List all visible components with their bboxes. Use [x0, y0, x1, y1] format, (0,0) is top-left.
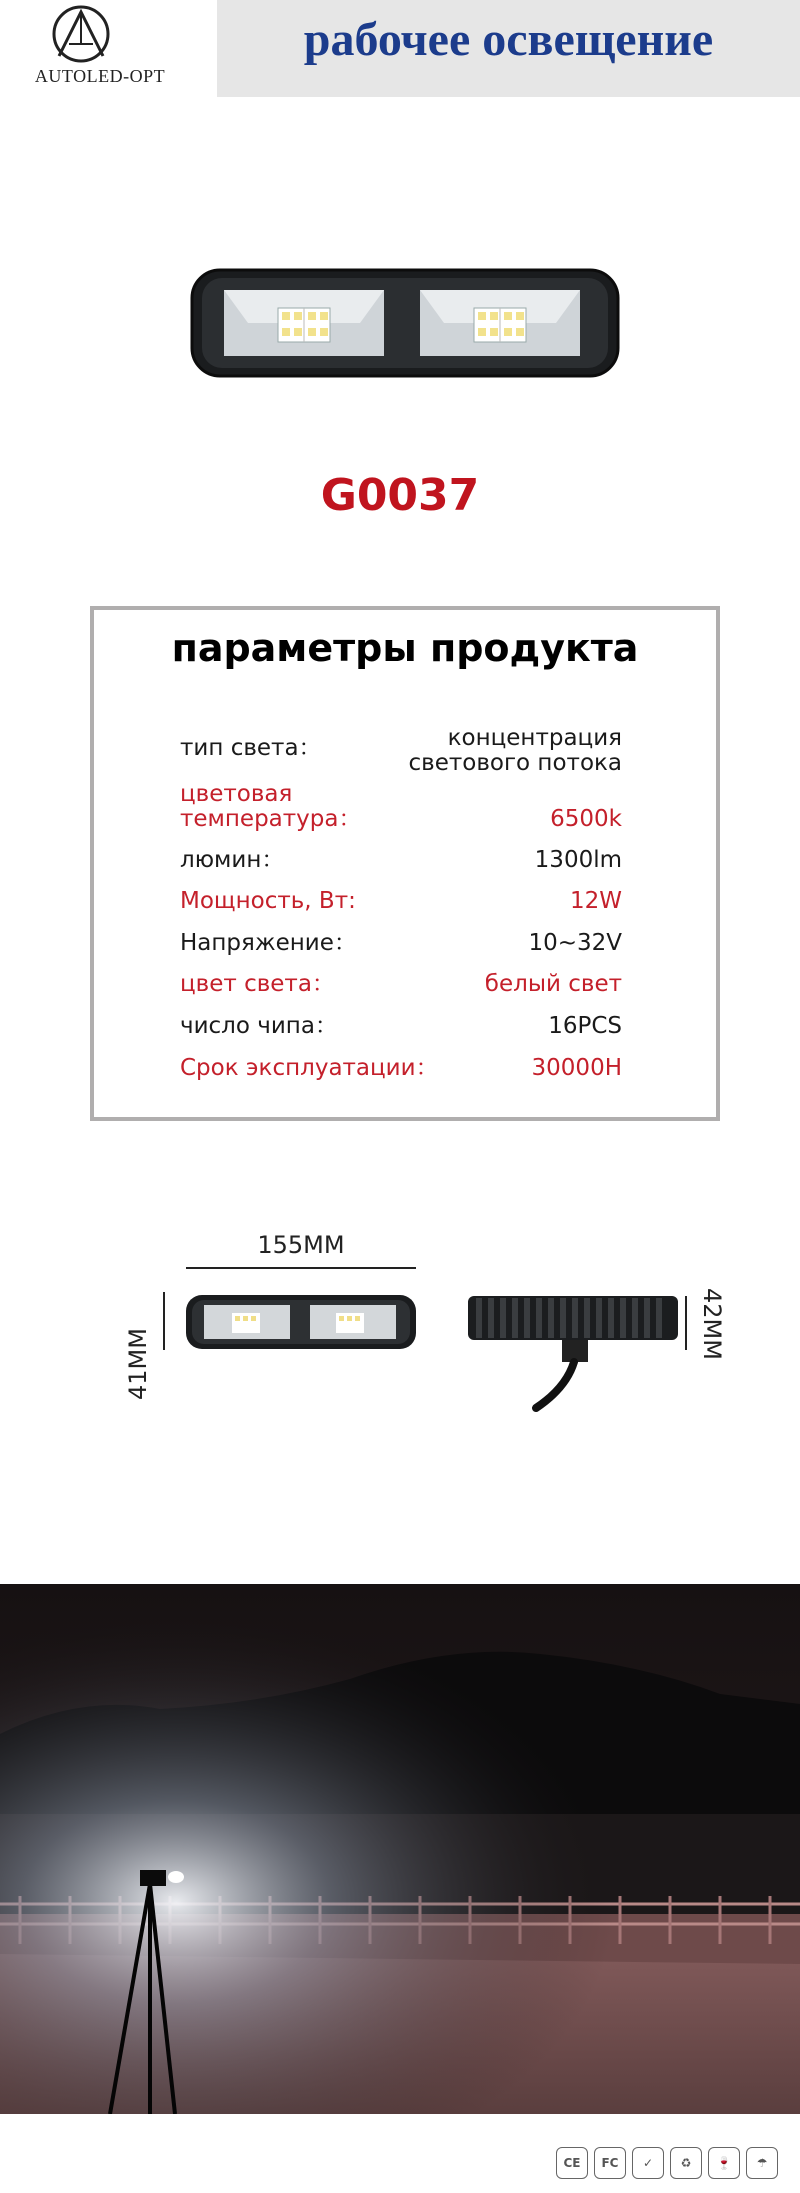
spec-label: тип света： — [180, 735, 322, 761]
spec-title: параметры продукта — [171, 626, 639, 670]
recycle-icon: ♻ — [670, 2147, 702, 2179]
brand-logo-icon — [45, 4, 117, 64]
certification-icons — [556, 2147, 796, 2183]
width-dimension-label: 155MM — [257, 1231, 345, 1259]
spec-row-lumen — [180, 848, 622, 876]
rohs-icon: ✓ — [632, 2147, 664, 2179]
spec-label: Напряжение： — [180, 930, 357, 956]
spec-value: 6500k — [550, 806, 622, 832]
spec-label: цветовая — [180, 781, 293, 807]
spec-label: температура： — [180, 806, 362, 832]
product-image — [190, 268, 620, 378]
spec-row-lifetime — [180, 1056, 622, 1084]
side-view-image — [466, 1292, 682, 1412]
spec-value: 30000H — [531, 1055, 622, 1081]
spec-label: Мощность, Вт: — [180, 888, 356, 914]
spec-label: люмин： — [180, 847, 285, 873]
product-model: G0037 — [320, 470, 480, 521]
side-height-label: 42MM — [698, 1288, 726, 1360]
spec-value: 16PCS — [548, 1013, 622, 1039]
width-dimension-line — [186, 1266, 416, 1270]
spec-label: цвет света： — [180, 971, 335, 997]
spec-row-voltage — [180, 931, 622, 959]
side-height-dimension — [692, 1280, 732, 1370]
spec-row-power — [180, 889, 622, 917]
fc-icon: FC — [594, 2147, 626, 2179]
front-height-label: 41MM — [124, 1328, 152, 1400]
spec-value: концентрация — [447, 725, 622, 751]
spec-value: 10~32V — [528, 930, 622, 956]
spec-label: число чипа： — [180, 1013, 338, 1039]
spec-value: белый свет — [484, 971, 622, 997]
side-height-dimension-line — [684, 1296, 688, 1350]
front-height-dimension — [118, 1320, 158, 1410]
spec-row-color-temp — [180, 782, 622, 834]
spec-row-light-color — [180, 972, 622, 1000]
spec-row-light-type — [180, 725, 622, 786]
spec-value: 12W — [569, 888, 622, 914]
front-height-dimension-line — [162, 1292, 166, 1350]
umbrella-icon: ☂ — [746, 2147, 778, 2179]
front-view-image — [184, 1293, 418, 1351]
spec-value: светового потока — [408, 750, 622, 776]
fragile-icon: 🍷 — [708, 2147, 740, 2179]
page-title: рабочее освещение — [303, 13, 714, 66]
spec-value: 1300lm — [534, 847, 622, 873]
brand-name: AUTOLED-OPT — [34, 66, 166, 86]
night-scene-photo — [0, 1584, 800, 2114]
spec-row-chip-count — [180, 1014, 622, 1042]
page-header — [0, 0, 800, 97]
spec-label: Срок эксплуатации： — [180, 1055, 439, 1081]
ce-icon: CE — [556, 2147, 588, 2179]
